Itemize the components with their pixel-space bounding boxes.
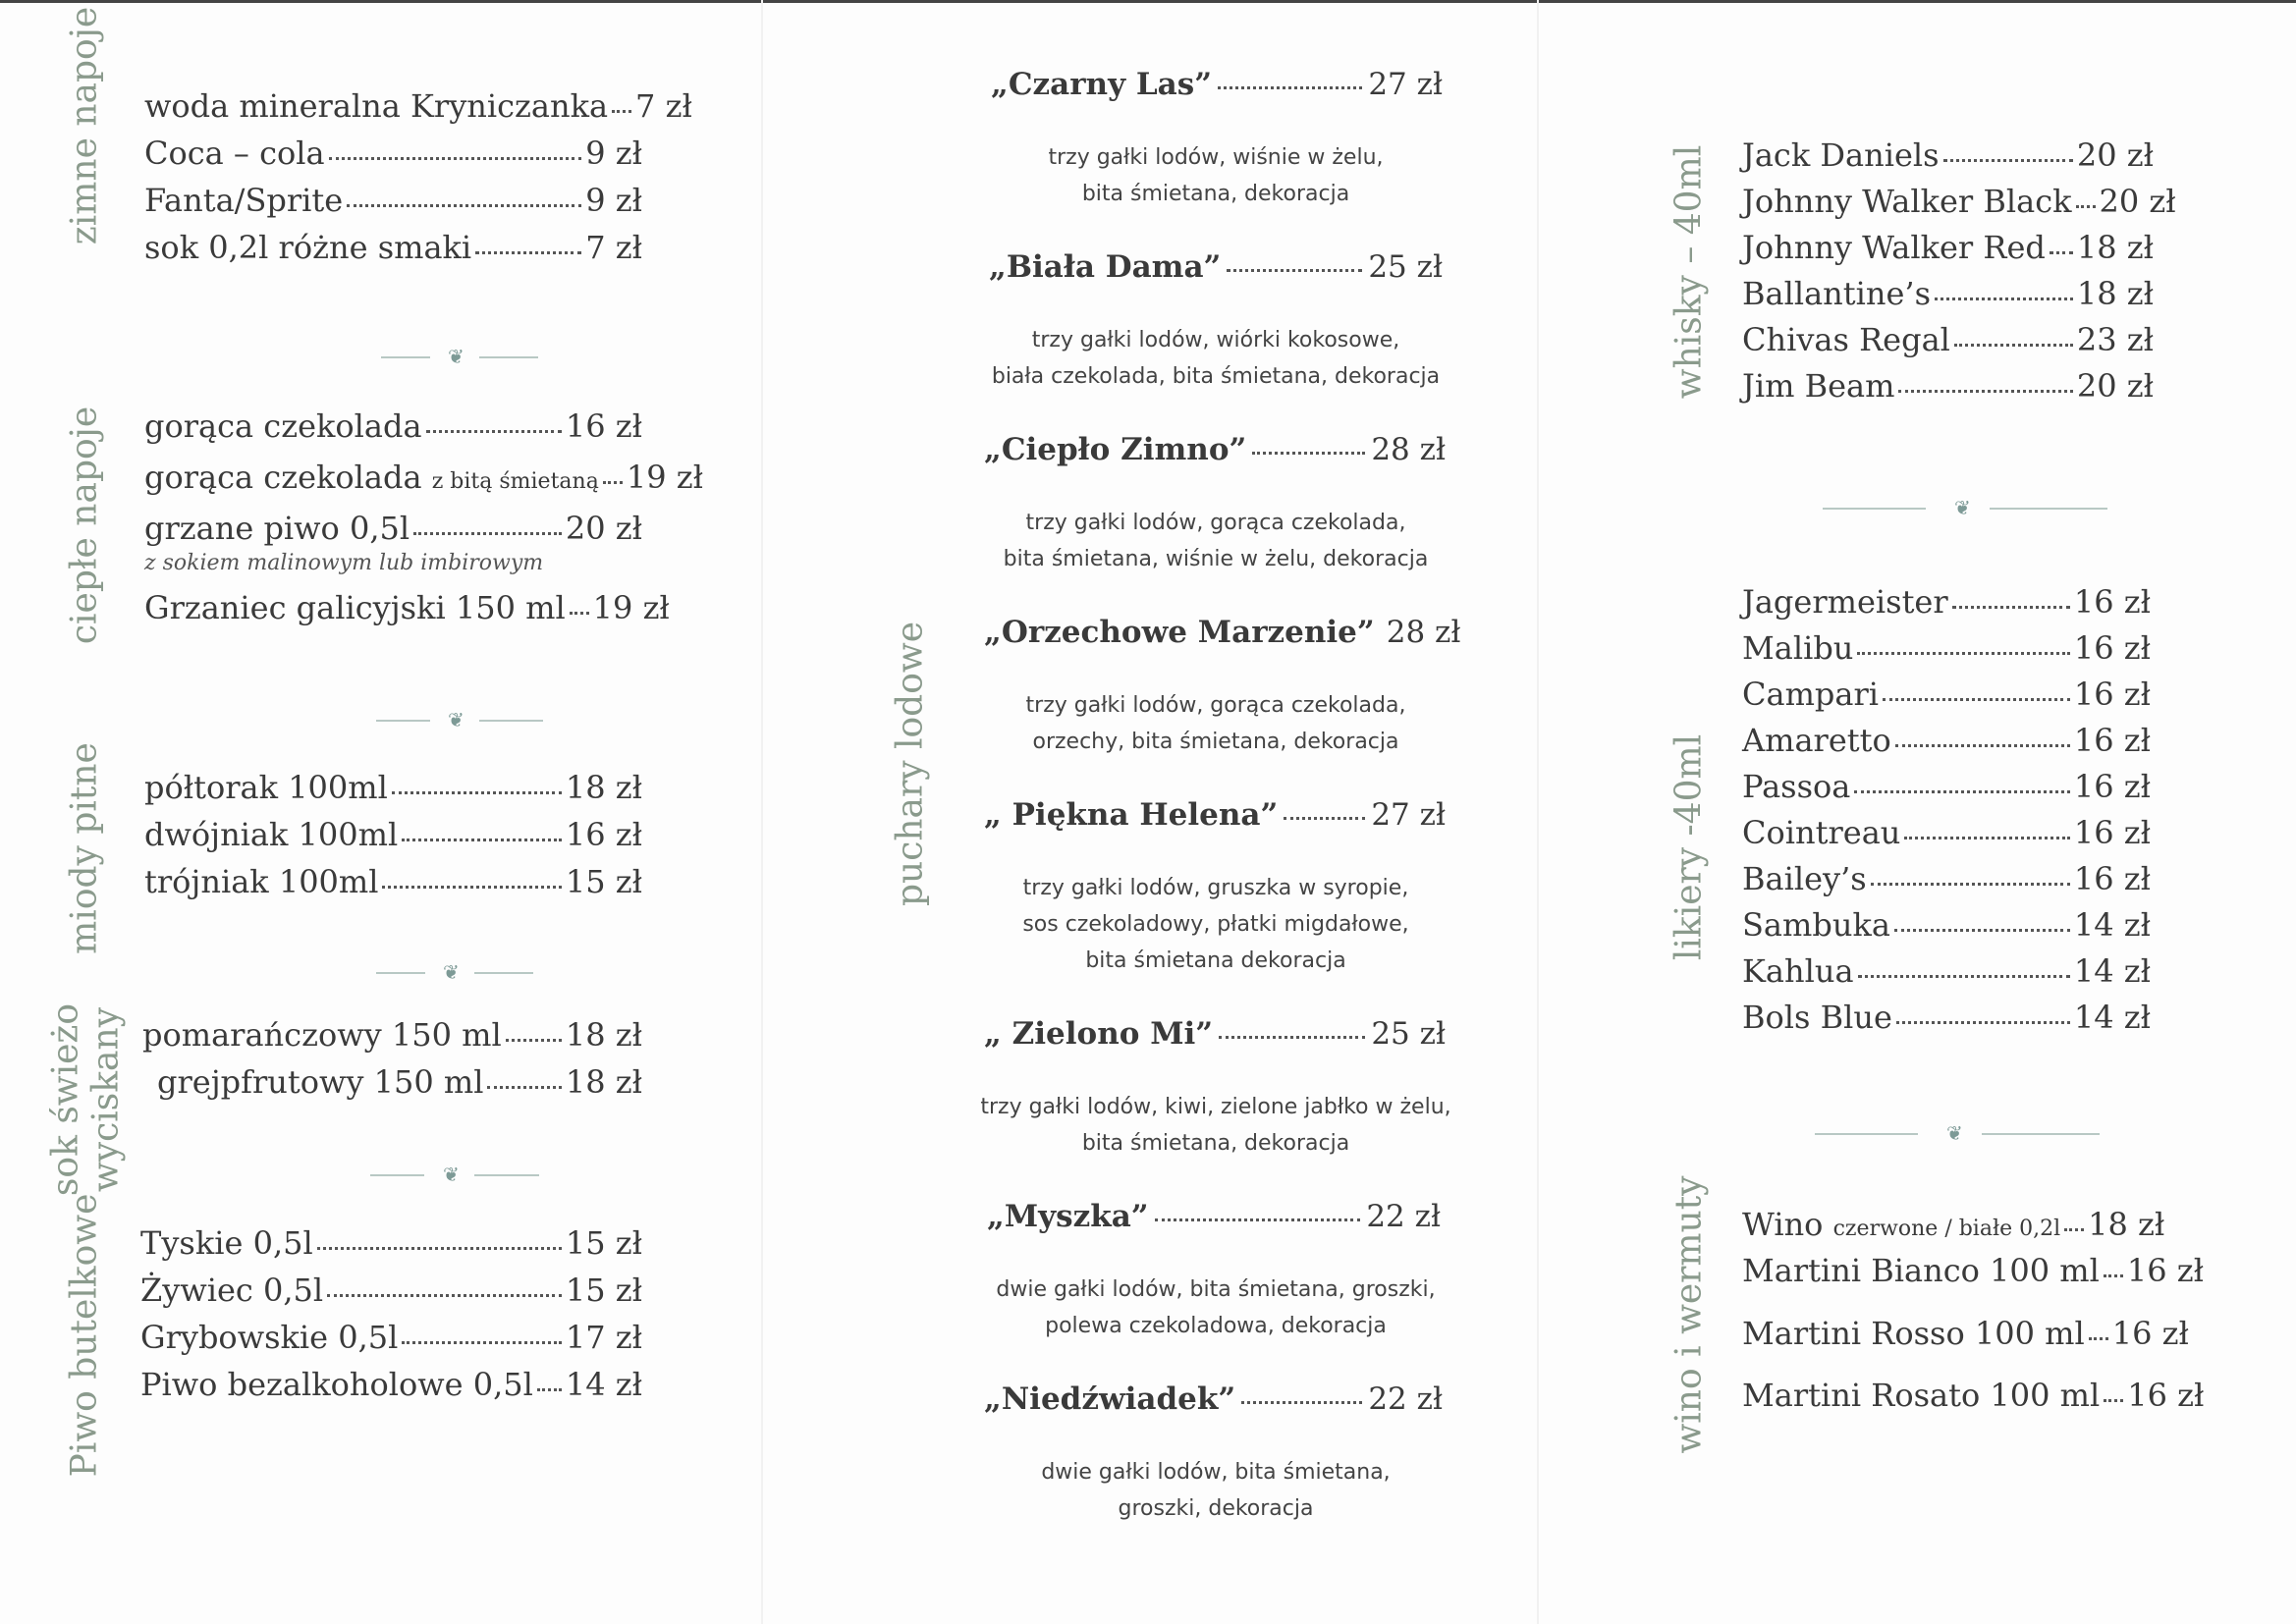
sundae-title: „Czarny Las” 27 zł: [991, 67, 1443, 102]
sundae-description: trzy gałki lodów, gorąca czekolada, orzechy, bita śmietana, dekoracja: [1025, 693, 1406, 754]
menu-item: trójniak 100ml 15 zł: [144, 863, 642, 900]
section-label-wino-i-wermuty: wino i wermuty: [1668, 1175, 1710, 1454]
ornament-divider: ❦: [1815, 1123, 2100, 1143]
section-label-miody-pitne: miody pitne: [64, 742, 105, 954]
ornament-divider: ❦: [376, 962, 533, 982]
section-label-piwo-butelkowe: Piwo butelkowe: [64, 1193, 105, 1478]
menu-item: gorąca czekolada z bitą śmietaną 19 zł: [144, 459, 703, 496]
menu-item: Jim Beam 20 zł: [1742, 367, 2154, 405]
menu-item: Ballantine’s 18 zł: [1742, 275, 2154, 312]
section-label-puchary-lodowe: puchary lodowe: [890, 621, 931, 907]
menu-item: Sambuka 14 zł: [1742, 906, 2151, 944]
menu-item: Jagermeister 16 zł: [1742, 583, 2151, 621]
left-panel: [0, 0, 761, 1624]
menu-item: Malibu 16 zł: [1742, 629, 2151, 667]
menu-item: Johnny Walker Black 20 zł: [1742, 183, 2176, 220]
menu-item: Chivas Regal 23 zł: [1742, 321, 2154, 358]
menu-item: dwójniak 100ml 16 zł: [144, 816, 642, 853]
menu-item: gorąca czekolada 16 zł: [144, 407, 642, 445]
right-panel: [1539, 0, 2296, 1624]
menu-item: Campari 16 zł: [1742, 676, 2151, 713]
sundae-description: trzy gałki lodów, wiśnie w żelu, bita śmietana, dekoracja: [1048, 145, 1384, 206]
menu-item: sok 0,2l różne smaki 7 zł: [144, 229, 642, 266]
sundae-description: trzy gałki lodów, kiwi, zielone jabłko w żelu, bita śmietana, dekoracja: [980, 1095, 1451, 1156]
sundae-title: „Biała Dama” 25 zł: [989, 249, 1443, 285]
menu-item: grzane piwo 0,5l 20 zł: [144, 510, 642, 547]
sundae-title: „Niedźwiadek” 22 zł: [984, 1381, 1443, 1417]
menu-item: Kahlua 14 zł: [1742, 952, 2151, 990]
menu-item: Amaretto 16 zł: [1742, 722, 2151, 759]
menu-item: Johnny Walker Red 18 zł: [1742, 229, 2154, 266]
middle-panel: [763, 0, 1537, 1624]
sundae-title: „Myszka” 22 zł: [987, 1199, 1441, 1234]
menu-item: Grzaniec galicyjski 150 ml 19 zł: [144, 589, 670, 626]
sundae-description: dwie gałki lodów, bita śmietana, groszki, dekoracja: [1041, 1460, 1391, 1521]
sundae-title: „Orzechowe Marzenie” 28 zł: [984, 615, 1461, 650]
menu-item: Żywiec 0,5l 15 zł: [140, 1272, 642, 1309]
menu-item: Bailey’s 16 zł: [1742, 860, 2151, 897]
menu-item: pomarańczowy 150 ml 18 zł: [142, 1016, 642, 1054]
menu-item: Martini Rosato 100 ml 16 zł: [1742, 1377, 2205, 1414]
menu-item: Cointreau 16 zł: [1742, 814, 2151, 851]
menu-item: Jack Daniels 20 zł: [1742, 136, 2154, 174]
menu-item: Tyskie 0,5l 15 zł: [140, 1224, 642, 1262]
menu-item: Martini Bianco 100 ml 16 zł: [1742, 1252, 2204, 1289]
ornament-divider: ❦: [1823, 498, 2107, 517]
sundae-title: „Ciepło Zimno” 28 zł: [984, 432, 1446, 467]
ornament-divider: ❦: [370, 1164, 539, 1184]
sundae-title: „ Piękna Helena” 27 zł: [984, 797, 1446, 833]
ornament-divider: ❦: [381, 347, 538, 366]
section-label-zimne-napoje: zimne napoje: [64, 6, 105, 245]
ornament-divider: ❦: [376, 710, 543, 730]
section-label-sok-swiezo-wyciskany: sok świeżo wyciskany: [45, 1002, 127, 1197]
menu-item: Fanta/Sprite 9 zł: [144, 182, 642, 219]
menu-item: Wino czerwone / białe 0,2l 18 zł: [1742, 1206, 2165, 1243]
sundae-description: dwie gałki lodów, bita śmietana, groszki, polewa czekoladowa, dekoracja: [996, 1277, 1436, 1338]
menu-item: grejpfrutowy 150 ml 18 zł: [157, 1063, 642, 1101]
sundae-description: trzy gałki lodów, gruszka w syropie, sos czekoladowy, płatki migdałowe, bita śmietana dekoracja: [1022, 876, 1409, 973]
menu-item: Passoa 16 zł: [1742, 768, 2151, 805]
sundae-title: „ Zielono Mi” 25 zł: [984, 1016, 1446, 1052]
menu-item: półtorak 100ml 18 zł: [144, 769, 642, 806]
section-label-likiery: likiery -40ml: [1668, 733, 1710, 961]
menu-item: Martini Rosso 100 ml 16 zł: [1742, 1315, 2189, 1352]
menu-item: woda mineralna Kryniczanka 7 zł: [144, 87, 692, 125]
menu-item: Coca – cola 9 zł: [144, 135, 642, 172]
section-label-cieple-napoje: ciepłe napoje: [64, 406, 105, 645]
menu-item: Piwo bezalkoholowe 0,5l 14 zł: [140, 1366, 642, 1403]
sundae-description: trzy gałki lodów, gorąca czekolada, bita śmietana, wiśnie w żelu, dekoracja: [1003, 511, 1429, 571]
menu-item: Grybowskie 0,5l 17 zł: [140, 1319, 642, 1356]
sundae-description: trzy gałki lodów, wiórki kokosowe, biała czekolada, bita śmietana, dekoracja: [991, 328, 1441, 389]
section-label-whisky: whisky – 40ml: [1668, 144, 1710, 400]
menu-item: Bols Blue 14 zł: [1742, 999, 2151, 1036]
item-note: z sokiem malinowym lub imbirowym: [144, 551, 544, 575]
